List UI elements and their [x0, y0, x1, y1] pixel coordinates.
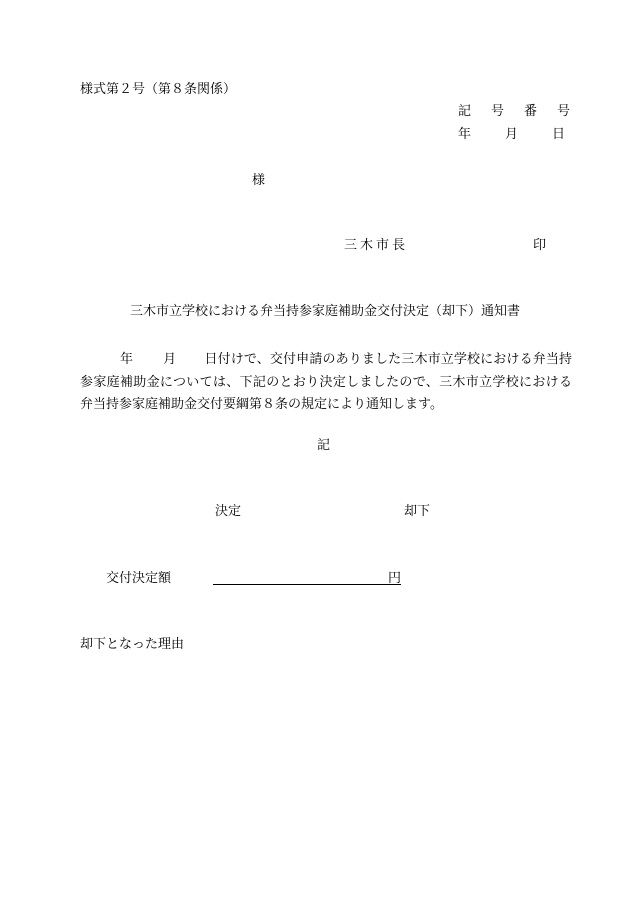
doc-id-label-go: 号: [491, 104, 505, 119]
doc-id-label-go2: 号: [557, 104, 571, 119]
document-title: 三木市立学校における弁当持参家庭補助金交付決定（却下）通知書: [130, 304, 521, 319]
date-month-label: 月: [505, 127, 519, 142]
form-number: 様式第２号（第８条関係）: [80, 82, 237, 97]
doc-id-label-ban: 番: [524, 104, 538, 119]
seal-mark: 印: [533, 238, 547, 253]
body-text: 日付けで、交付申請のありました三木市立学校における弁当持参家庭補助金については、下記のとおり決定しましたので、三木市立学校における弁当持参家庭補助金交付要綱第８条の規定により通知します。: [80, 352, 572, 412]
body-month-label: 月: [163, 352, 177, 367]
addressee-suffix: 様: [252, 173, 266, 188]
rejection-option: 却下: [404, 504, 431, 519]
date-year-label: 年: [458, 127, 472, 142]
amount-underline: [213, 584, 401, 585]
amount-label: 交付決定額: [106, 571, 172, 586]
decision-option: 決定: [215, 504, 242, 519]
document-number-line: [458, 105, 570, 118]
date-line: [458, 128, 565, 141]
ki-heading: 記: [317, 438, 331, 453]
body-paragraph: [80, 349, 572, 417]
reason-label: 却下となった理由: [80, 637, 185, 652]
amount-unit: 円: [388, 571, 402, 586]
doc-id-label-ki: 記: [458, 104, 472, 119]
issuer-name: 三木市長: [344, 238, 409, 253]
body-year-label: 年: [120, 352, 134, 367]
date-day-label: 日: [552, 127, 566, 142]
